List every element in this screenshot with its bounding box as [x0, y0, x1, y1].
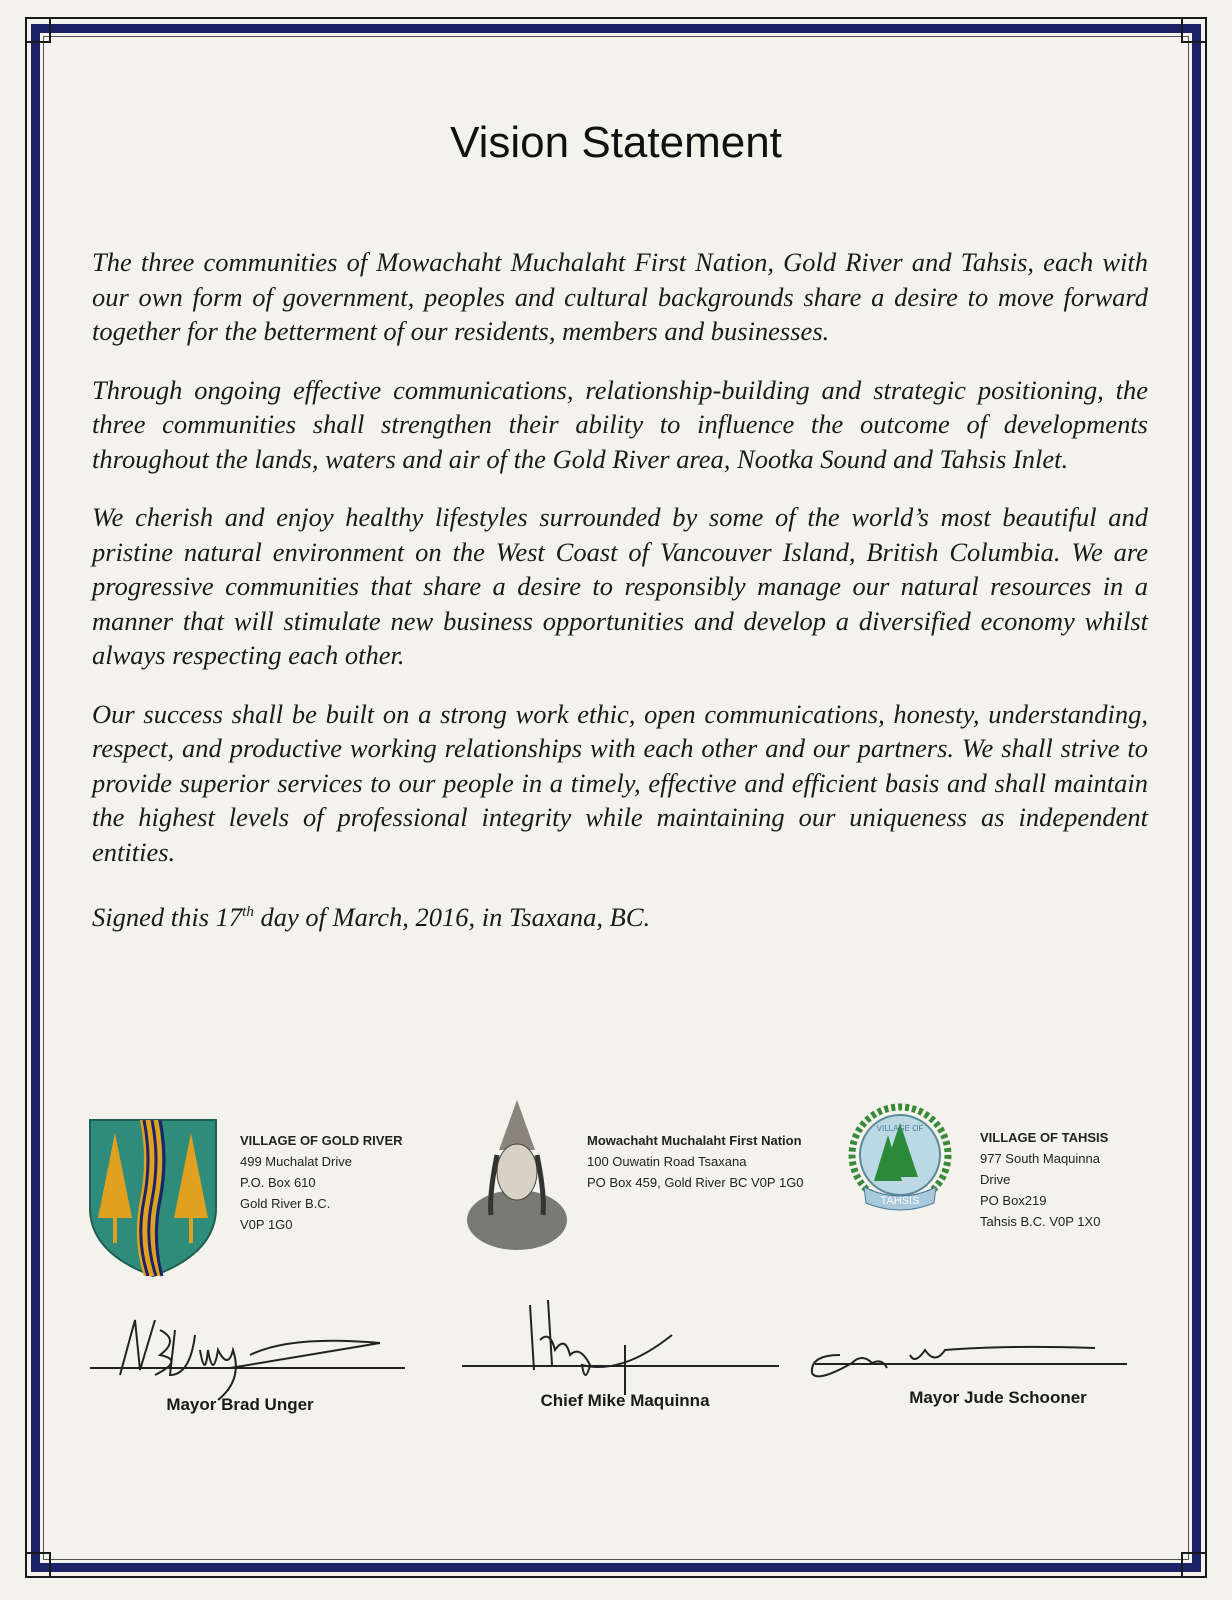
chief-portrait-logo [465, 1100, 570, 1250]
signed-prefix: Signed this 17 [92, 901, 243, 932]
vision-text [92, 245, 1148, 958]
svg-text:VILLAGE OF: VILLAGE OF [876, 1124, 924, 1133]
org-address-line: Tahsis B.C. V0P 1X0 [980, 1214, 1101, 1229]
org-mowachaht [587, 1130, 804, 1193]
tahsis-seal-logo [850, 1105, 950, 1215]
org-name: VILLAGE OF TAHSIS [980, 1130, 1109, 1145]
corner-ornament [25, 17, 51, 43]
signature-unger [110, 1310, 400, 1400]
corner-ornament [1181, 1552, 1207, 1578]
corner-ornament [1181, 17, 1207, 43]
gold-river-crest-logo [88, 1118, 218, 1278]
paragraph: Through ongoing effective communications, relationship-building and strategic positioning, the three communities shall strengthen their ability to influence the outcome of developments throughout the lands, waters and air of the Gold River area, Nootka Sound and Tahsis Inlet. [92, 374, 1148, 474]
org-gold-river [240, 1130, 403, 1235]
org-name: VILLAGE OF GOLD RIVER [240, 1133, 403, 1148]
org-address-line: Drive [980, 1172, 1011, 1187]
signature-schooner [810, 1335, 1110, 1385]
paragraph: Our success shall be built on a strong work ethic, open communications, honesty, understanding, respect, and productive working relationships with each other and our partners. We shall strive to provide superior services to our people in a timely, effective and efficient basis and shall maintain the highest levels of professional integrity while maintaining our uniqueness as independent entities. [92, 698, 1148, 867]
org-address-line: P.O. Box 610 [240, 1175, 316, 1190]
org-name: Mowachaht Muchalaht First Nation [587, 1133, 802, 1148]
org-address-line: V0P 1G0 [240, 1217, 293, 1232]
org-address-line: 100 Ouwatin Road Tsaxana [587, 1154, 747, 1169]
org-address-line: PO Box219 [980, 1193, 1047, 1208]
paragraph: The three communities of Mowachaht Muchalaht First Nation, Gold River and Tahsis, each with our own form of government, peoples and cultural backgrounds share a desire to move forward together for the betterment of our residents, members and businesses. [92, 247, 1148, 346]
signatory-name: Chief Mike Maquinna [540, 1391, 710, 1410]
org-address-line: 977 South Maquinna [980, 1151, 1100, 1166]
paragraph: We cherish and enjoy healthy lifestyles surrounded by some of the world’s most beautiful and pristine natural environment on the West Coast of Vancouver Island, British Columbia. We are progressive communities that share a desire to responsibly manage our natural resources in a manner that will stimulate new business opportunities and develop a diversified economy whilst always respecting each other. [92, 502, 1148, 670]
page-title: Vision Statement [450, 118, 782, 167]
org-address-line: 499 Muchalat Drive [240, 1154, 352, 1169]
signatory-name: Mayor Jude Schooner [909, 1388, 1087, 1407]
org-tahsis [980, 1127, 1108, 1232]
signed-sup: th [242, 904, 254, 920]
signature-maquinna [520, 1295, 700, 1405]
signing-date [92, 895, 1148, 934]
signed-suffix: day of March, 2016, in Tsaxana, BC. [253, 901, 651, 932]
org-address-line: Gold River B.C. [240, 1196, 331, 1211]
svg-text:TAHSIS: TAHSIS [880, 1195, 920, 1207]
corner-ornament [25, 1552, 51, 1578]
org-address-line: PO Box 459, Gold River BC V0P 1G0 [587, 1175, 804, 1190]
signatory-name: Mayor Brad Unger [166, 1395, 314, 1414]
